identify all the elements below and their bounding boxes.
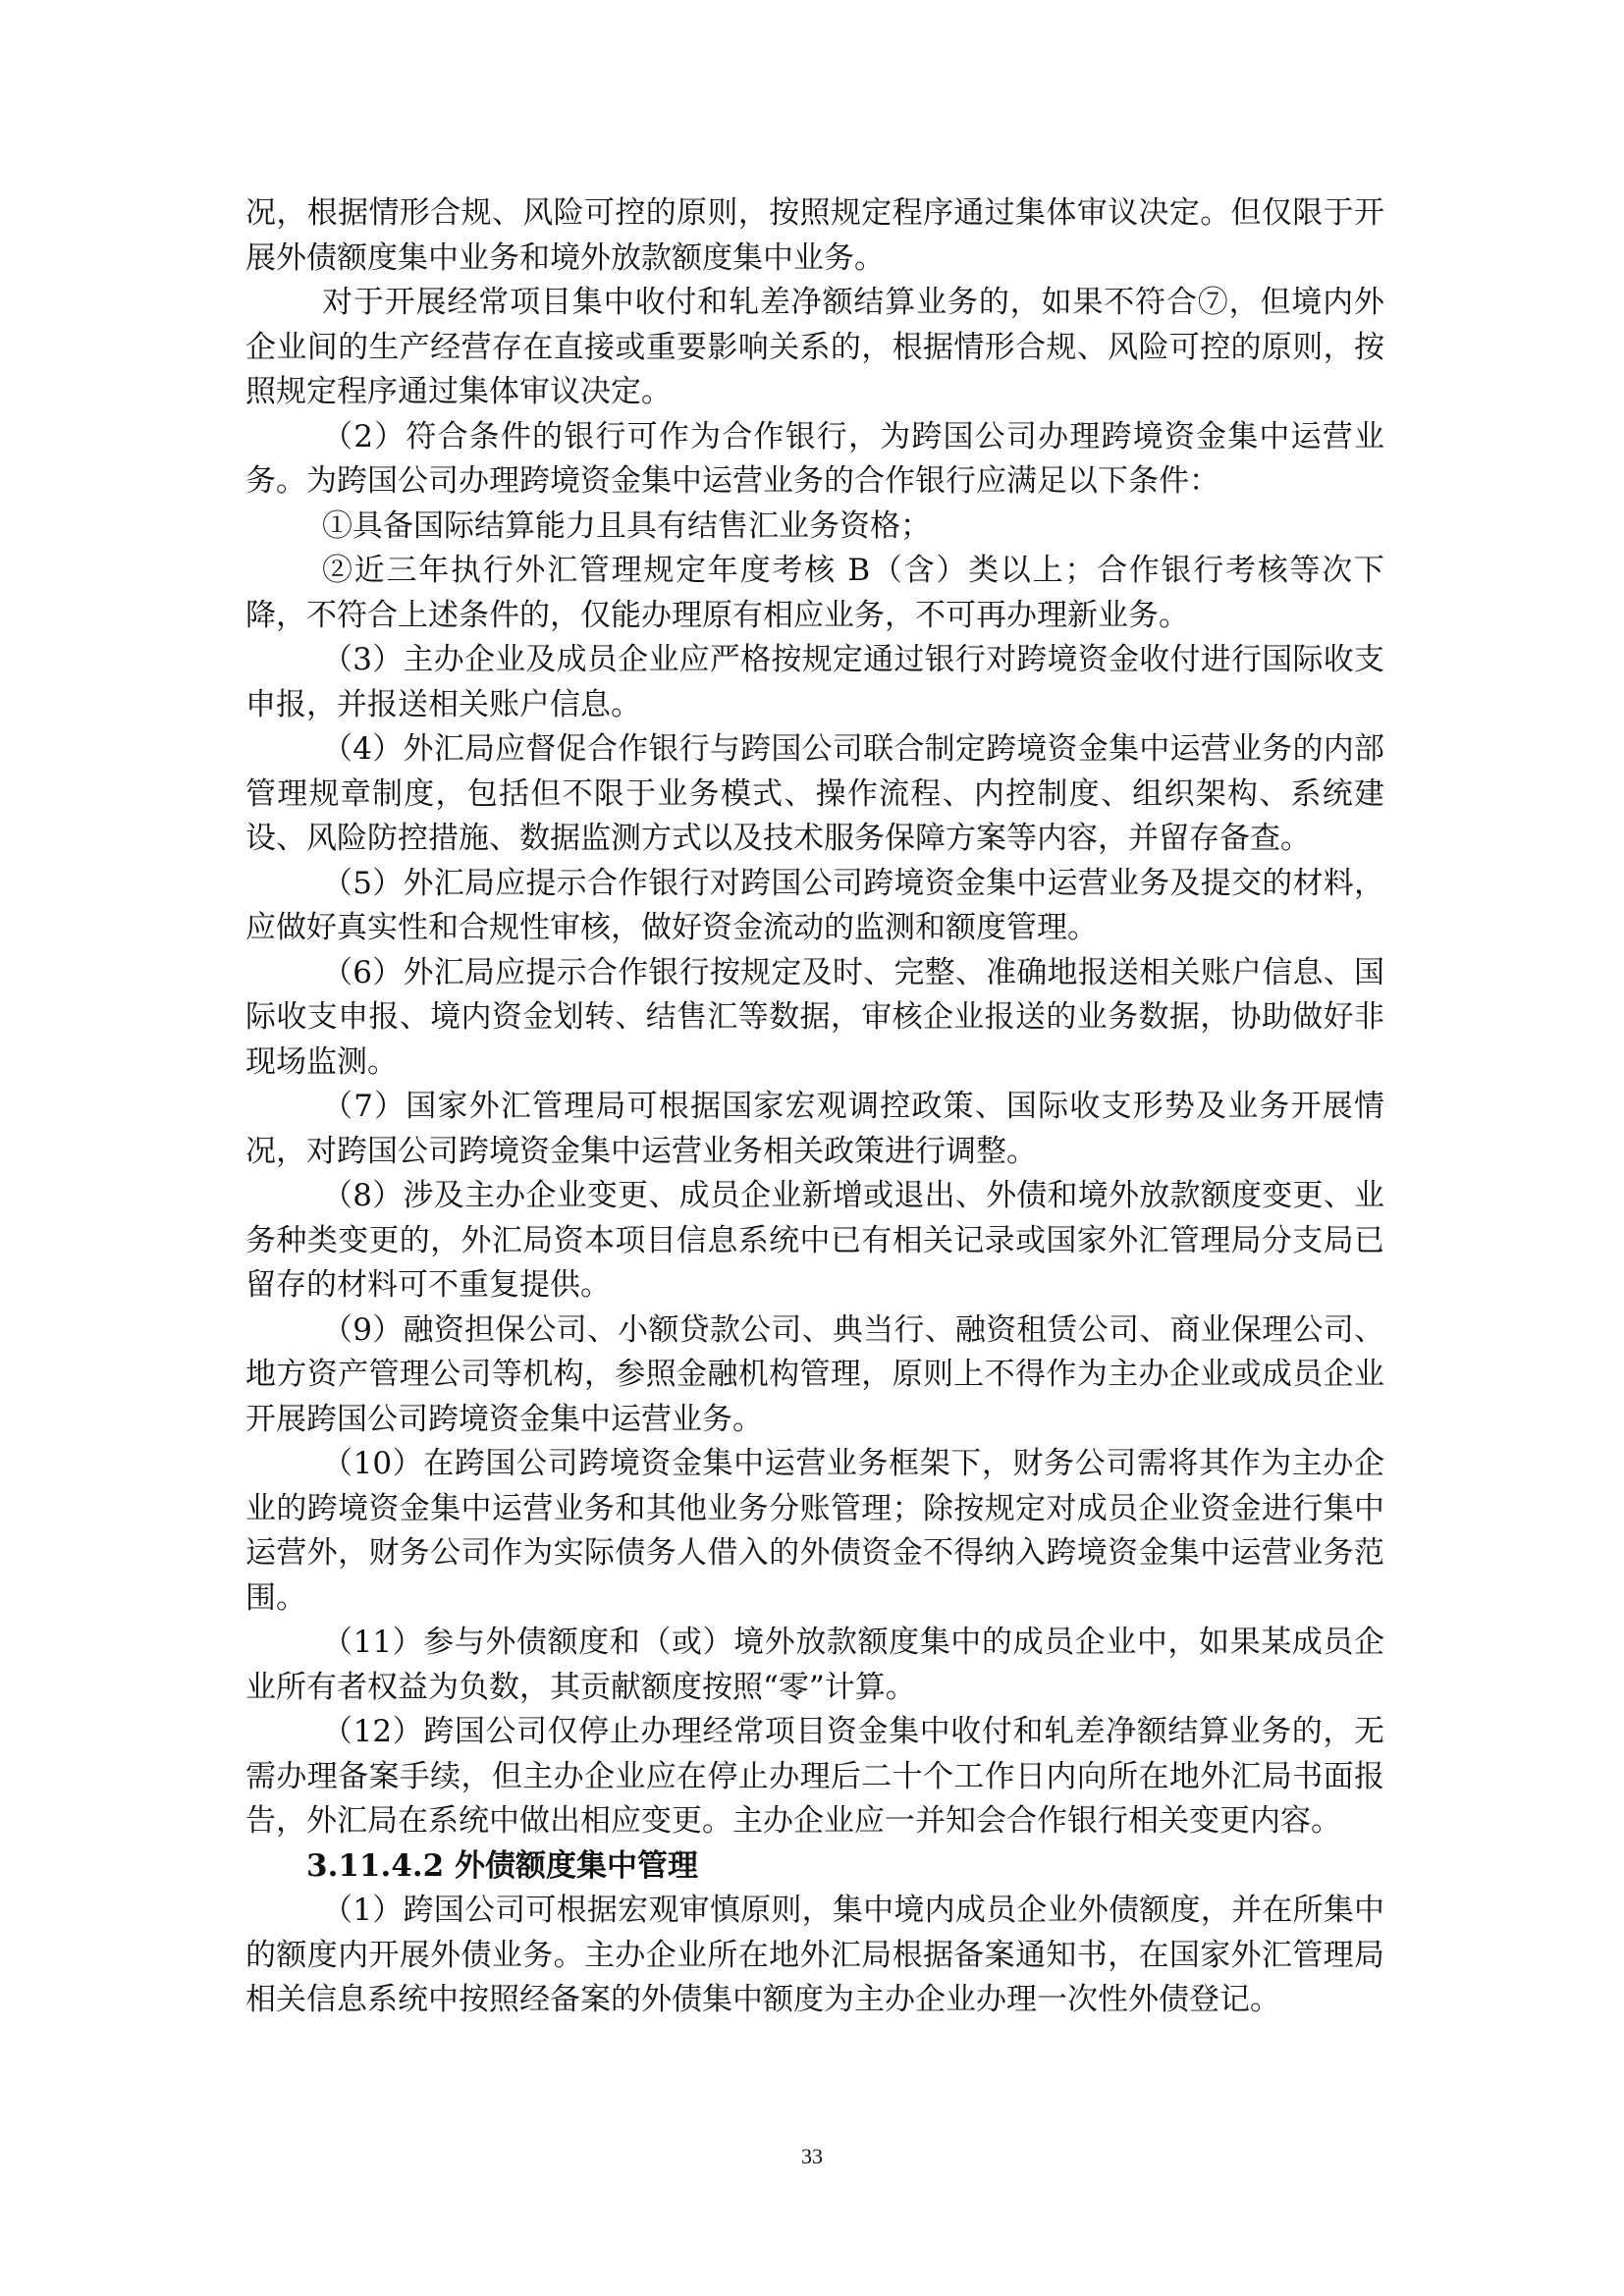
paragraph: （3）主办企业及成员企业应严格按规定通过银行对跨境资金收付进行国际收支申报，并报送相关账户信息。 [245, 642, 1384, 722]
paragraph: （1）跨国公司可根据宏观审慎原则，集中境内成员企业外债额度，并在所集中的额度内开展外债业务。主办企业所在地外汇局根据备案通知书，在国家外汇管理局相关信息系统中按照经备案的外债集中额度为主办企业办理一次性外债登记。 [245, 1893, 1384, 2017]
paragraph: （6）外汇局应提示合作银行按规定及时、完整、准确地报送相关账户信息、国际收支申报、境内资金划转、结售汇等数据，审核企业报送的业务数据，协助做好非现场监测。 [245, 954, 1384, 1080]
paragraph: （4）外汇局应督促合作银行与跨国公司联合制定跨境资金集中运营业务的内部管理规章制度，包括但不限于业务模式、操作流程、内控制度、组织架构、系统建设、风险防控措施、数据监测方式以及技术服务保障方案等内容，并留存备查。 [245, 731, 1384, 856]
paragraph: ①具备国际结算能力且具有结售汇业务资格； [322, 507, 931, 544]
paragraph: （10）在跨国公司跨境资金集中运营业务框架下，财务公司需将其作为主办企业的跨境资金集中运营业务和其他业务分账管理；除按规定对成员企业资金进行集中运营外，财务公司作为实际债务人借入的外债资金不得纳入跨境资金集中运营业务范围。 [245, 1446, 1384, 1616]
paragraph: （5）外汇局应提示合作银行对跨国公司跨境资金集中运营业务及提交的材料，应做好真实性和合规性审核，做好资金流动的监测和额度管理。 [245, 865, 1384, 945]
paragraph: （11）参与外债额度和（或）境外放款额度集中的成员企业中，如果某成员企业所有者权益为负数，其贡献额度按照“零”计算。 [245, 1625, 1384, 1705]
paragraph: ②近三年执行外汇管理规定年度考核 B（含）类以上；合作银行考核等次下降，不符合上述条件的，仅能办理原有相应业务，不可再办理新业务。 [245, 553, 1384, 633]
paragraph: （2）符合条件的银行可作为合作银行，为跨国公司办理跨境资金集中运营业务。为跨国公司办理跨境资金集中运营业务的合作银行应满足以下条件： [245, 418, 1384, 499]
paragraph: 况，根据情形合规、风险可控的原则，按照规定程序通过集体审议决定。但仅限于开展外债额度集中业务和境外放款额度集中业务。 [245, 195, 1384, 276]
paragraph: （8）涉及主办企业变更、成员企业新增或退出、外债和境外放款额度变更、业务种类变更的，外汇局资本项目信息系统中已有相关记录或国家外汇管理局分支局已留存的材料可不重复提供。 [245, 1178, 1384, 1303]
paragraph: （7）国家外汇管理局可根据国家宏观调控政策、国际收支形势及业务开展情况，对跨国公司跨境资金集中运营业务相关政策进行调整。 [245, 1089, 1384, 1169]
page-number: 33 [801, 2144, 823, 2168]
page-body [245, 191, 1384, 2023]
paragraph: 对于开展经常项目集中收付和轧差净额结算业务的，如果不符合⑦，但境内外企业间的生产经营存在直接或重要影响关系的，根据情形合规、风险可控的原则，按照规定程序通过集体审议决定。 [245, 285, 1384, 409]
paragraph: （9）融资担保公司、小额贷款公司、典当行、融资租赁公司、商业保理公司、地方资产管理公司等机构，参照金融机构管理，原则上不得作为主办企业或成员企业开展跨国公司跨境资金集中运营业务。 [245, 1311, 1384, 1437]
section-heading: 3.11.4.2 外债额度集中管理 [306, 1847, 699, 1884]
paragraph: （12）跨国公司仅停止办理经常项目资金集中收付和轧差净额结算业务的，无需办理备案手续，但主办企业应在停止办理后二十个工作日内向所在地外汇局书面报告，外汇局在系统中做出相应变更。主办企业应一并知会合作银行相关变更内容。 [245, 1714, 1384, 1839]
